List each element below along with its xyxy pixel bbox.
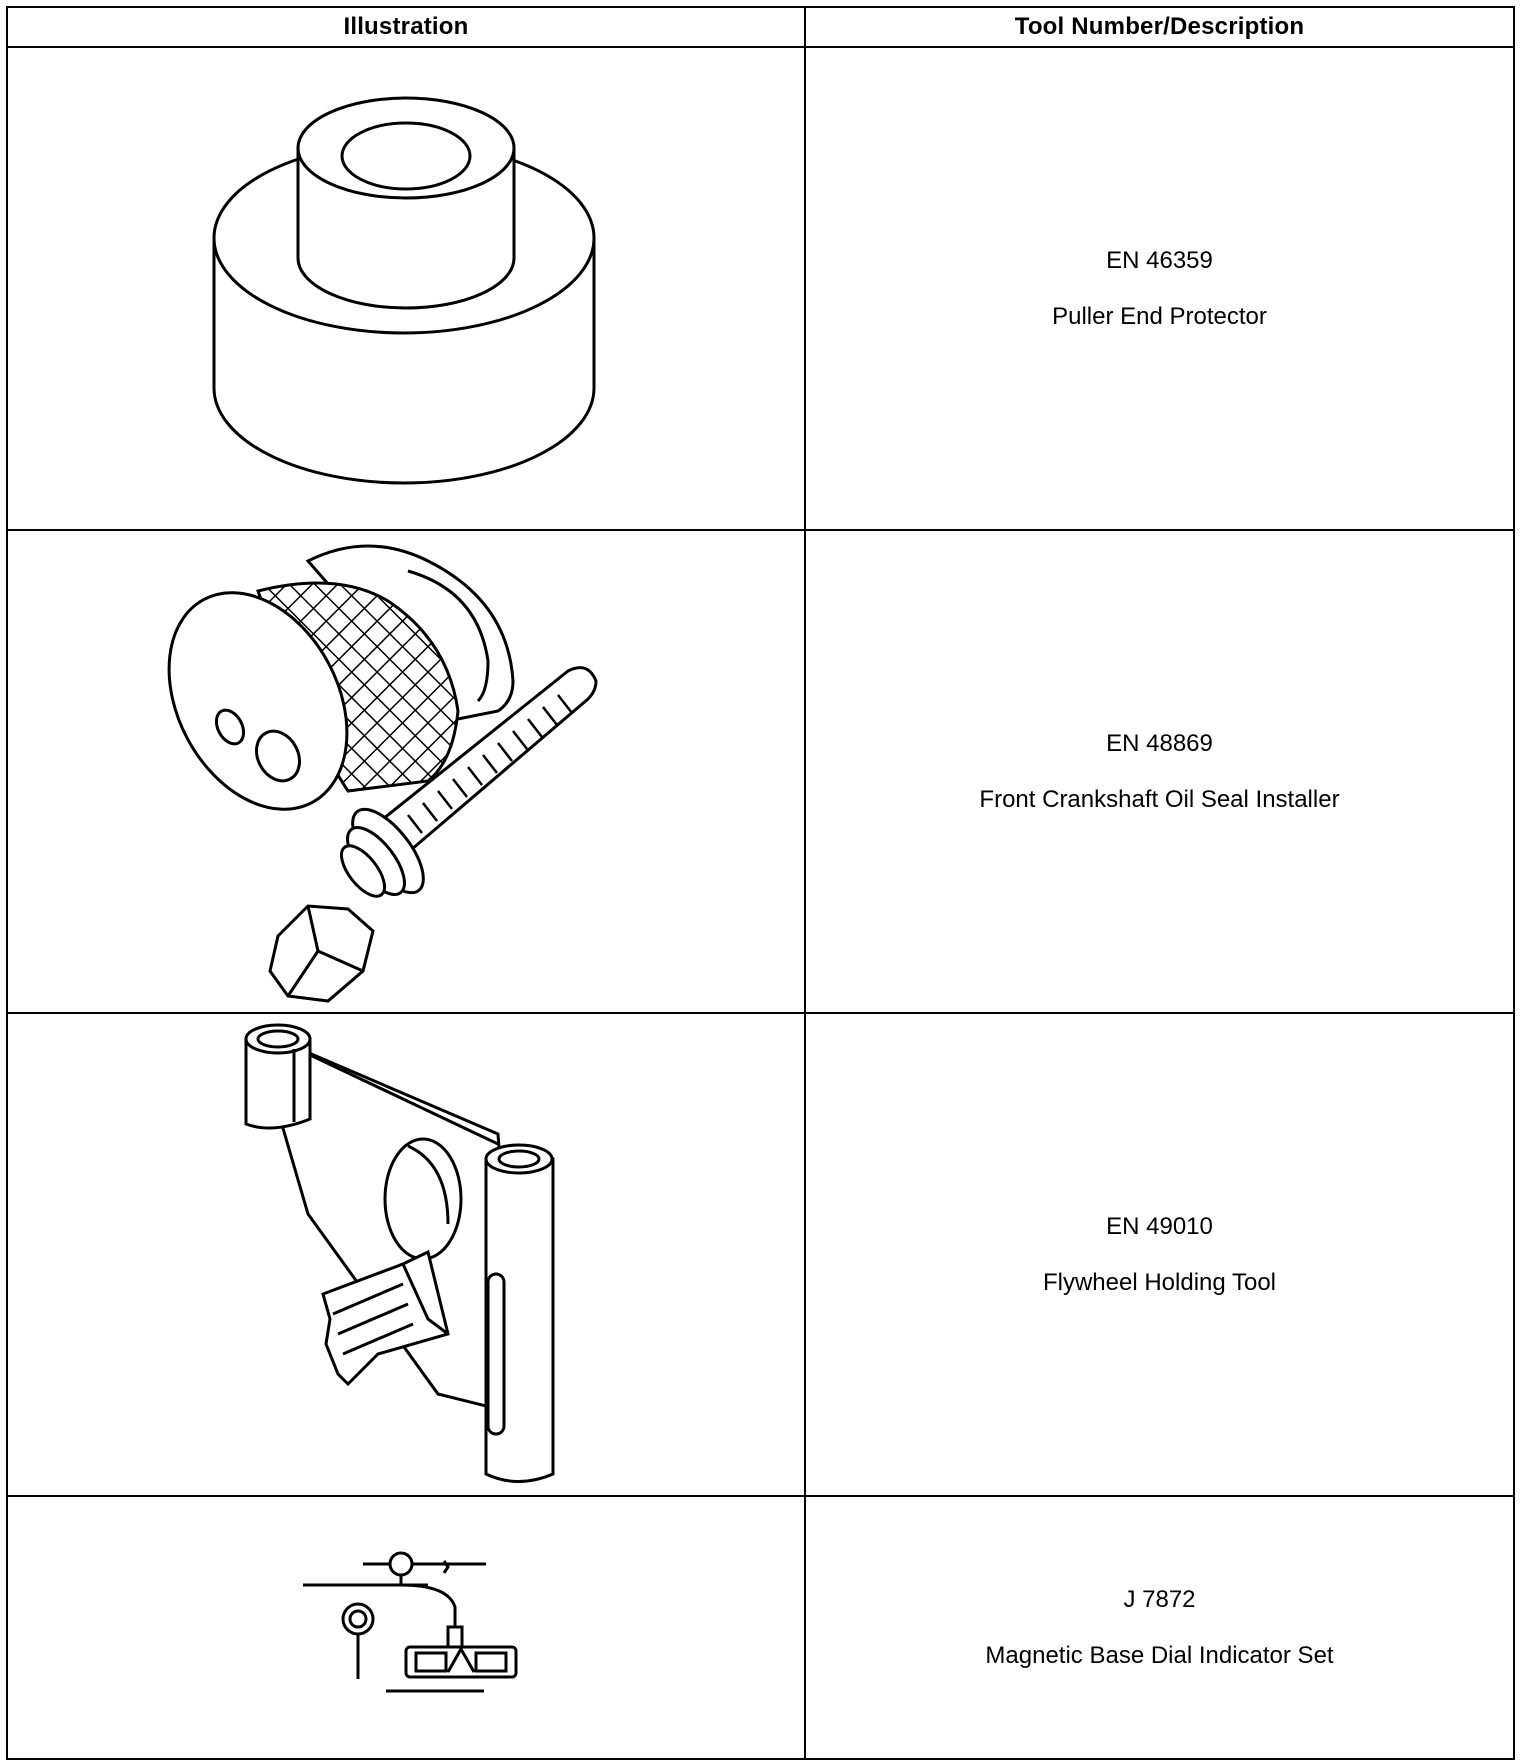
description-cell bbox=[806, 531, 1513, 1012]
table-row bbox=[6, 1497, 1515, 1760]
dial-indicator-set-icon bbox=[8, 1497, 804, 1758]
table-row bbox=[6, 531, 1515, 1014]
table-header bbox=[6, 6, 1515, 48]
description-cell bbox=[806, 48, 1513, 529]
tool-number: EN 49010 bbox=[1106, 1212, 1213, 1240]
tool-number: EN 48869 bbox=[1106, 729, 1213, 757]
oil-seal-installer-icon bbox=[8, 531, 804, 1012]
table-row bbox=[6, 48, 1515, 531]
illustration-cell bbox=[8, 1497, 806, 1758]
puller-end-protector-icon bbox=[8, 48, 804, 529]
tool-number: EN 46359 bbox=[1106, 246, 1213, 274]
tool-description: Magnetic Base Dial Indicator Set bbox=[985, 1641, 1334, 1669]
header-tool-description: Tool Number/Description bbox=[1014, 13, 1305, 40]
illustration-cell bbox=[8, 531, 806, 1012]
description-cell bbox=[806, 1014, 1513, 1495]
tool-number: J 7872 bbox=[1123, 1585, 1196, 1613]
tool-description: Puller End Protector bbox=[1052, 302, 1267, 330]
tool-description: Front Crankshaft Oil Seal Installer bbox=[979, 785, 1340, 813]
description-cell bbox=[806, 1497, 1513, 1758]
illustration-cell bbox=[8, 1014, 806, 1495]
tool-table bbox=[6, 6, 1515, 1762]
table-row bbox=[6, 1014, 1515, 1497]
illustration-cell bbox=[8, 48, 806, 529]
header-illustration: Illustration bbox=[8, 8, 806, 46]
flywheel-holding-tool-icon bbox=[8, 1014, 804, 1495]
tool-description: Flywheel Holding Tool bbox=[1042, 1268, 1276, 1296]
